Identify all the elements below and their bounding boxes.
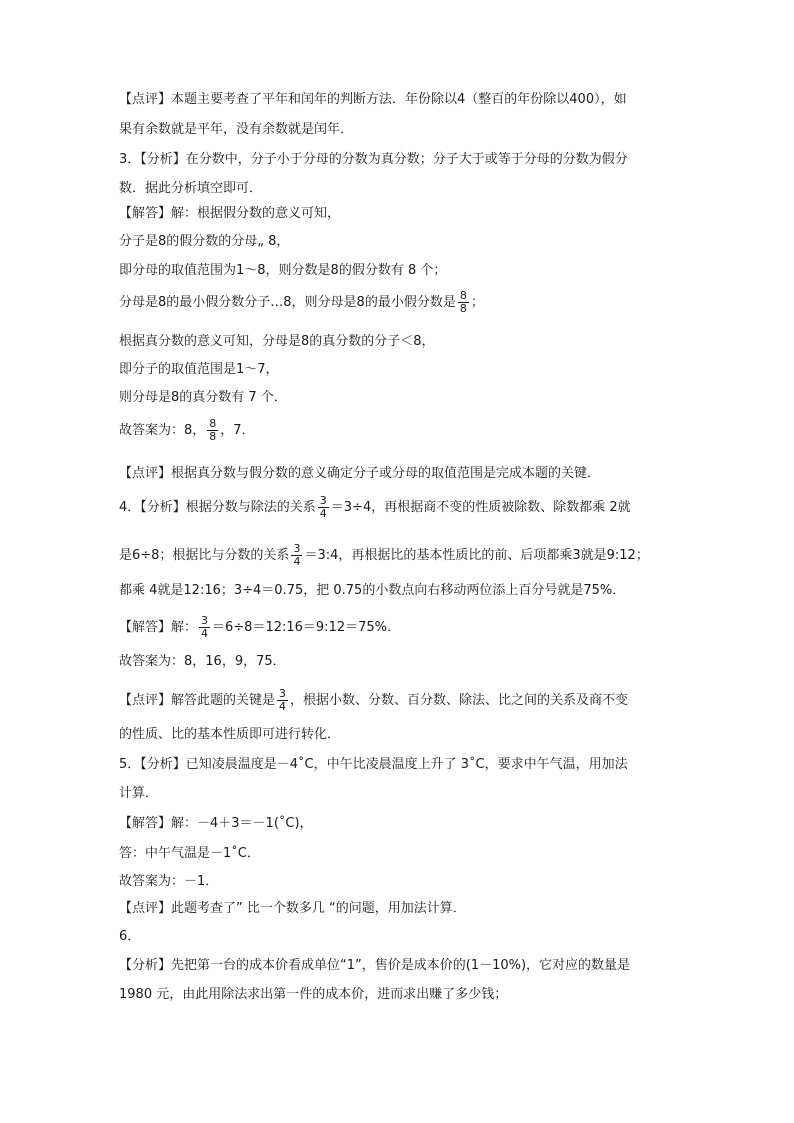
fraction-denominator: 4 — [319, 507, 327, 520]
text-line: 故答案为：－1． — [119, 874, 219, 889]
line-text: 分母是8的最小假分数分子…8，则分母是8的最小假分数是 — [119, 295, 456, 310]
line-text: ； — [470, 295, 484, 310]
fraction — [318, 495, 329, 520]
fraction-denominator: 8 — [459, 302, 467, 315]
text-line — [119, 418, 255, 443]
fraction-denominator: 4 — [293, 555, 301, 568]
text-line: 【点评】本题主要考查了平年和闰年的判断方法．年份除以4（整百的年份除以400），如 — [119, 92, 627, 107]
text-line — [119, 543, 649, 568]
text-line: 【解答】解：根据假分数的意义可知， — [119, 206, 341, 221]
fraction — [458, 290, 469, 315]
fraction-numerator: 3 — [319, 494, 327, 507]
line-text: ＝6÷8＝12:16＝9:12＝75%． — [212, 620, 401, 635]
line-text: ＝3:4，再根据比的基本性质比的前、后项都乘3就是9:12； — [304, 548, 649, 563]
fraction — [277, 688, 288, 713]
fraction-numerator: 8 — [459, 289, 467, 302]
text-line: 则分母是8的真分数有 7 个． — [119, 390, 287, 405]
text-line — [119, 688, 628, 713]
text-line — [119, 495, 631, 520]
text-line — [119, 615, 400, 640]
fraction-denominator: 4 — [279, 700, 287, 713]
text-line: 5．【分析】已知凌晨温度是－4˚C，中午比凌晨温度上升了 3˚C，要求中午气温，用加法 — [119, 757, 628, 772]
text-line: 果有余数就是平年，没有余数就是闰年． — [119, 122, 354, 137]
line-text: 故答案为：8， — [119, 423, 206, 438]
text-line: 故答案为：8，16，9，75． — [119, 654, 286, 669]
text-line: 3．【分析】在分数中，分子小于分母的分数为真分数；分子大于或等于分母的分数为假分 — [119, 152, 628, 167]
fraction-denominator: 8 — [209, 430, 217, 443]
fraction-denominator: 4 — [201, 627, 209, 640]
text-line: 根据真分数的意义可知，分母是8的真分数的分子＜8， — [119, 334, 435, 349]
text-line: 【分析】先把第一台的成本价看成单位“1”，售价是成本价的(1－10%)，它对应的数量是 — [119, 958, 631, 973]
fraction-numerator: 3 — [279, 687, 287, 700]
line-text: 【点评】解答此题的关键是 — [119, 693, 276, 708]
fraction — [199, 615, 210, 640]
text-line: 6． — [119, 929, 141, 944]
text-line: 分子是8的假分数的分母„ 8， — [119, 234, 290, 249]
line-text: ，根据小数、分数、百分数、除法、比之间的关系及商不变 — [290, 693, 629, 708]
fraction — [207, 418, 218, 443]
line-text: ，7． — [220, 423, 255, 438]
text-line: 【解答】解：－4＋3＝－1(˚C)， — [119, 816, 313, 831]
fraction-numerator: 8 — [209, 417, 217, 430]
text-line: 【点评】根据真分数与假分数的意义确定分子或分母的取值范围是完成本题的关键． — [119, 466, 601, 481]
line-text: 【解答】解： — [119, 620, 198, 635]
text-line: 1980 元，由此用除法求出第一件的成本价，进而求出赚了多少钱； — [119, 987, 508, 1002]
text-line: 的性质、比的基本性质即可进行转化． — [119, 727, 341, 742]
text-line: 都乘 4就是12:16；3÷4＝0.75，把 0.75的小数点向右移动两位添上百分号就是75%． — [119, 583, 626, 598]
text-line: 数．据此分析填空即可． — [119, 181, 263, 196]
text-line: 答：中午气温是－1˚C． — [119, 846, 260, 861]
text-line: 【点评】此题考查了” 比一个数多几 “的问题，用加法计算． — [119, 901, 466, 916]
text-line: 即分母的取值范围为1～8，则分数是8的假分数有 8 个； — [119, 263, 447, 278]
fraction-numerator: 3 — [201, 614, 209, 627]
line-text: ＝3÷4，再根据商不变的性质被除数、除数都乘 2就 — [330, 500, 631, 515]
line-text: 是6÷8；根据比与分数的关系 — [119, 548, 290, 563]
text-line: 即分子的取值范围是1～7， — [119, 362, 279, 377]
fraction — [291, 543, 302, 568]
line-text: 4．【分析】根据分数与除法的关系 — [119, 500, 316, 515]
text-line: 计算． — [119, 786, 159, 801]
fraction-numerator: 3 — [293, 542, 301, 555]
text-line — [119, 290, 484, 315]
